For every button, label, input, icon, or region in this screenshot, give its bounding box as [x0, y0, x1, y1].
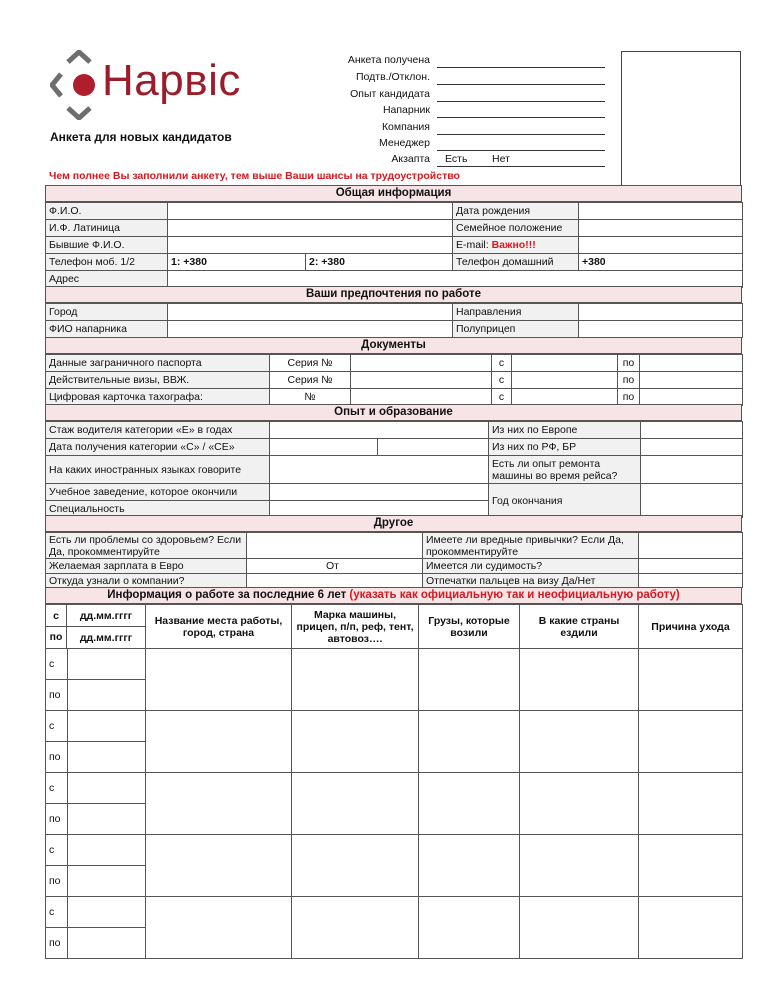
work-truck-cell[interactable]	[292, 711, 419, 773]
meta-label: Компания	[381, 121, 430, 133]
meta-row	[330, 88, 605, 105]
birth-label: Дата рождения	[453, 203, 579, 220]
work-date-cell[interactable]	[67, 804, 68, 834]
phone2-field[interactable]: 2: +380	[306, 254, 453, 271]
preferences-table	[45, 303, 743, 338]
work-period-from[interactable]	[46, 897, 146, 928]
meta-label: Опыт кандидата	[350, 88, 430, 100]
meta-row	[330, 71, 605, 88]
section-documents-title: Документы	[45, 337, 742, 354]
salary-from-text: От	[326, 560, 339, 572]
work-date-format-1: дд.мм.гггг	[67, 605, 146, 627]
work-cargo-cell[interactable]	[419, 835, 520, 897]
school-field[interactable]	[270, 484, 489, 501]
fio-label: Ф.И.О.	[46, 203, 168, 220]
accept-no: Нет	[492, 153, 510, 165]
email-label	[453, 237, 579, 254]
repair-label: Есть ли опыт ремонта машины во время рейса?	[489, 456, 641, 484]
work-from-header: с	[46, 605, 67, 627]
meta-field[interactable]	[437, 134, 605, 135]
stazh-label: Стаж водителя категории «E» в годах	[46, 422, 270, 439]
meta-row	[330, 137, 605, 154]
habits-field[interactable]	[639, 533, 743, 559]
salary-label: Желаемая зарплата в Евро	[46, 559, 247, 574]
document-series-label: Серия №	[270, 372, 351, 389]
city-field[interactable]	[168, 304, 453, 321]
work-countries-cell[interactable]	[520, 711, 639, 773]
europe-field[interactable]	[641, 422, 743, 439]
meta-field[interactable]	[437, 101, 605, 102]
section-work-title	[45, 587, 742, 604]
work-period-to[interactable]	[46, 928, 146, 959]
document-row	[46, 372, 743, 389]
work-place-cell[interactable]	[146, 649, 292, 711]
home-phone-label: Телефон домашний	[453, 254, 579, 271]
work-date-cell[interactable]	[67, 897, 68, 927]
work-date-cell[interactable]	[67, 866, 68, 896]
experience-table	[45, 421, 743, 518]
work-countries-cell[interactable]	[520, 773, 639, 835]
meta-label: Акзапта	[391, 153, 430, 165]
work-cargo-cell[interactable]	[419, 649, 520, 711]
work-period-label: с	[49, 720, 55, 732]
meta-field[interactable]	[437, 150, 605, 151]
health-label: Есть ли проблемы со здоровьем? Если Да, прокомментируйте	[46, 533, 247, 559]
rf-field[interactable]	[641, 439, 743, 456]
brand-name: Нарвіс	[102, 56, 241, 105]
phone-label: Телефон моб. 1/2	[46, 254, 168, 271]
semitrailer-field[interactable]	[579, 321, 743, 338]
latin-field[interactable]	[168, 220, 453, 237]
directions-field[interactable]	[579, 304, 743, 321]
work-period-from[interactable]	[46, 773, 146, 804]
meta-row	[330, 153, 605, 170]
work-place-cell[interactable]	[146, 897, 292, 959]
meta-row	[330, 54, 605, 71]
semitrailer-label: Полуприцеп	[453, 321, 579, 338]
work-date-cell[interactable]	[67, 742, 68, 772]
work-countries-cell[interactable]	[520, 897, 639, 959]
work-period-to[interactable]	[46, 804, 146, 835]
salary-field[interactable]	[247, 559, 423, 574]
col-place-header: Название места работы, город, страна	[146, 605, 292, 649]
document-label: Действительные визы, ВВЖ.	[46, 372, 270, 389]
work-title-note: (указать как официальную так и неофициальную работу)	[349, 589, 680, 601]
work-period-to[interactable]	[46, 742, 146, 773]
languages-label: На каких иностранных языках говорите	[46, 456, 270, 484]
document-series-label: №	[270, 389, 351, 406]
work-period-from[interactable]	[46, 649, 146, 680]
languages-field[interactable]	[270, 456, 489, 484]
work-cargo-cell[interactable]	[419, 897, 520, 959]
city-label: Город	[46, 304, 168, 321]
work-period-label: по	[49, 813, 61, 825]
work-countries-cell[interactable]	[520, 649, 639, 711]
school-label: Учебное заведение, которое окончили	[46, 484, 270, 501]
work-date-cell[interactable]	[67, 773, 68, 803]
document-label: Цифровая карточка тахографа:	[46, 389, 270, 406]
work-to-header: по	[46, 627, 67, 649]
document-number-field[interactable]	[351, 372, 492, 389]
work-row	[46, 897, 743, 928]
document-label: Данные заграничного паспорта	[46, 355, 270, 372]
work-reason-cell[interactable]	[639, 773, 743, 835]
work-row	[46, 649, 743, 680]
work-reason-cell[interactable]	[639, 835, 743, 897]
meta-field[interactable]	[437, 67, 605, 68]
work-period-label: с	[49, 658, 55, 670]
document-to-field[interactable]	[640, 389, 743, 406]
work-period-from[interactable]	[46, 835, 146, 866]
document-from-label: с	[492, 355, 512, 372]
partner-field[interactable]	[168, 321, 453, 338]
email-text: E-mail:	[456, 239, 489, 251]
meta-field[interactable]	[437, 117, 605, 118]
fingerprints-label: Отпечатки пальцев на визу Да/Нет	[423, 574, 639, 588]
other-table	[45, 532, 743, 588]
work-reason-cell[interactable]	[639, 649, 743, 711]
document-to-field[interactable]	[640, 372, 743, 389]
directions-label: Направления	[453, 304, 579, 321]
work-date-cell[interactable]	[67, 835, 68, 865]
date-cat-field-2[interactable]	[378, 439, 489, 456]
family-field[interactable]	[579, 220, 743, 237]
work-period-label: с	[49, 782, 55, 794]
section-other-title: Другое	[45, 515, 742, 532]
rf-label: Из них по РФ, БР	[489, 439, 641, 456]
document-row	[46, 355, 743, 372]
habits-label: Имеете ли вредные привычки? Если Да, прокомментируйте	[423, 533, 639, 559]
former-label: Бывшие Ф.И.О.	[46, 237, 168, 254]
work-period-label: по	[49, 689, 61, 701]
criminal-field[interactable]	[639, 559, 743, 574]
criminal-label: Имеется ли судимость?	[423, 559, 639, 574]
accept-yes: Есть	[445, 153, 468, 165]
important-text: Важно!!!	[491, 239, 536, 251]
meta-label: Менеджер	[379, 137, 430, 149]
document-to-label: по	[618, 372, 640, 389]
meta-row	[330, 104, 605, 121]
meta-field[interactable]	[437, 84, 605, 85]
partner-label: ФИО напарника	[46, 321, 168, 338]
email-field[interactable]	[579, 237, 743, 254]
work-countries-cell[interactable]	[520, 835, 639, 897]
work-truck-cell[interactable]	[292, 835, 419, 897]
health-field[interactable]	[247, 533, 423, 559]
warning-text: Чем полнее Вы заполнили анкету, тем выше Ваши шансы на трудоустройство	[49, 170, 460, 182]
latin-label: И.Ф. Латиница	[46, 220, 168, 237]
work-date-cell[interactable]	[67, 928, 68, 958]
work-row	[46, 773, 743, 804]
phone1-field[interactable]: 1: +380	[168, 254, 306, 271]
former-field[interactable]	[168, 237, 453, 254]
work-row	[46, 835, 743, 866]
work-period-from[interactable]	[46, 711, 146, 742]
form-title: Анкета для новых кандидатов	[50, 130, 232, 144]
home-phone-field[interactable]: +380	[579, 254, 743, 271]
fio-field[interactable]	[168, 203, 453, 220]
work-date-cell[interactable]	[67, 711, 68, 741]
date-cat-label: Дата получения категории «C» / «CE»	[46, 439, 270, 456]
source-field[interactable]	[247, 574, 423, 588]
document-to-field[interactable]	[640, 355, 743, 372]
document-from-field[interactable]	[512, 389, 618, 406]
col-countries-header: В какие страны ездили	[520, 605, 639, 649]
work-row	[46, 711, 743, 742]
repair-field[interactable]	[641, 456, 743, 484]
document-number-field[interactable]	[351, 389, 492, 406]
work-cargo-cell[interactable]	[419, 711, 520, 773]
document-from-label: с	[492, 389, 512, 406]
birth-field[interactable]	[579, 203, 743, 220]
document-from-field[interactable]	[512, 372, 618, 389]
document-to-label: по	[618, 355, 640, 372]
grad-year-field[interactable]	[641, 484, 743, 518]
photo-box[interactable]	[621, 51, 741, 186]
work-period-to[interactable]	[46, 866, 146, 897]
meta-label: Напарник	[382, 104, 430, 116]
col-cargo-header: Грузы, которые возили	[419, 605, 520, 649]
section-preferences-title: Ваши предпочтения по работе	[45, 286, 742, 303]
work-truck-cell[interactable]	[292, 897, 419, 959]
document-series-label: Серия №	[270, 355, 351, 372]
work-period-label: по	[49, 875, 61, 887]
work-period-label: с	[49, 844, 55, 856]
document-number-field[interactable]	[351, 355, 492, 372]
col-truck-header: Марка машины, прицеп, п/п, реф, тент, автовоз….	[292, 605, 419, 649]
work-period-label: по	[49, 751, 61, 763]
work-place-cell[interactable]	[146, 711, 292, 773]
date-cat-field-1[interactable]	[270, 439, 378, 456]
col-reason-header: Причина ухода	[639, 605, 743, 649]
work-truck-cell[interactable]	[292, 649, 419, 711]
meta-field[interactable]	[437, 166, 605, 167]
section-experience-title: Опыт и образование	[45, 404, 742, 421]
work-date-cell[interactable]	[67, 680, 68, 710]
meta-label: Анкета получена	[347, 54, 430, 66]
company-logo	[50, 50, 290, 120]
work-date-cell[interactable]	[67, 649, 68, 679]
work-place-cell[interactable]	[146, 773, 292, 835]
source-label: Откуда узнали о компании?	[46, 574, 247, 588]
document-row	[46, 389, 743, 406]
work-date-format-2: дд.мм.гггг	[67, 627, 146, 649]
specialty-label: Специальность	[46, 501, 270, 518]
work-period-to[interactable]	[46, 680, 146, 711]
section-general-title: Общая информация	[45, 185, 742, 202]
meta-row	[330, 121, 605, 138]
work-reason-cell[interactable]	[639, 897, 743, 959]
document-to-label: по	[618, 389, 640, 406]
work-place-cell[interactable]	[146, 835, 292, 897]
document-from-label: с	[492, 372, 512, 389]
document-from-field[interactable]	[512, 355, 618, 372]
family-label: Семейное положение	[453, 220, 579, 237]
europe-label: Из них по Европе	[489, 422, 641, 439]
address-label: Адрес	[46, 271, 168, 288]
stazh-field[interactable]	[270, 422, 489, 439]
work-period-label: по	[49, 937, 61, 949]
general-table	[45, 202, 743, 288]
work-table	[45, 604, 743, 959]
work-title-text: Информация о работе за последние 6 лет	[107, 589, 347, 601]
address-field[interactable]	[168, 271, 743, 288]
meta-label: Подтв./Отклон.	[356, 71, 430, 83]
documents-table	[45, 354, 743, 406]
fingerprints-field[interactable]	[639, 574, 743, 588]
grad-year-label: Год окончания	[489, 484, 641, 518]
work-period-label: с	[49, 906, 55, 918]
logo-mark-icon	[50, 50, 108, 120]
work-reason-cell[interactable]	[639, 711, 743, 773]
work-cargo-cell[interactable]	[419, 773, 520, 835]
work-truck-cell[interactable]	[292, 773, 419, 835]
